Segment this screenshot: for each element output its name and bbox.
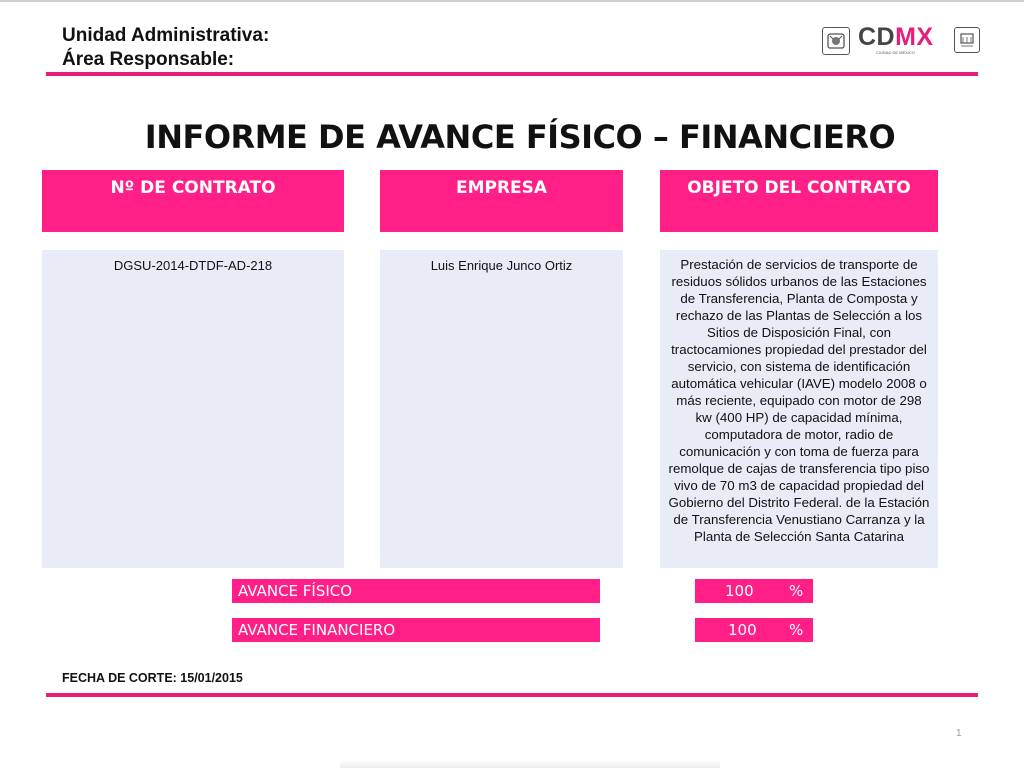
header-logos [822, 25, 980, 55]
empresa-header: EMPRESA [380, 170, 623, 232]
avance-financiero-label: AVANCE FINANCIERO [232, 618, 600, 642]
empresa-cell [380, 250, 623, 568]
avance-fisico-unit: % [789, 582, 804, 600]
page-number: 1 [956, 728, 962, 739]
fecha-de-corte: FECHA DE CORTE: 15/01/2015 [62, 671, 243, 685]
objeto-header: OBJETO DEL CONTRATO [660, 170, 938, 232]
city-seal-icon [822, 27, 850, 55]
avance-financiero-value [695, 618, 813, 642]
avance-fisico-number: 100 [725, 582, 754, 600]
government-emblem-icon [954, 27, 980, 53]
contrato-value: DGSU-2014-DTDF-AD-218 [113, 258, 273, 273]
header-labels [62, 24, 269, 72]
objeto-cell [660, 250, 938, 568]
contrato-cell [42, 250, 344, 568]
objeto-value: Prestación de servicios de transporte de residuos sólidos urbanos de las Estaciones de Transferencia, Planta de Composta y rechazo de las Plantas de Selección a los Sitios de Disposición Final, con tractocamiones propiedad del prestador del servicio, con sistema de identificación automática vehicular (IAVE) modelo 2008 o más reciente, equipado con motor de 298 kw (400 HP) de capacidad mínima, computadora de motor, radio de comunicación y con toma de fuerza para remolque de cajas de transferencia tipo piso vivo de 70 m3 de capacidad propiedad del Gobierno del Distrito Federal. de la Estación de Transferencia Venustiano Carranza y la Planta de Selección Santa Catarina [668, 257, 930, 544]
logo-cd-text: CD [858, 23, 896, 51]
area-responsable-label: Área Responsable: [62, 49, 235, 70]
contrato-header: Nº DE CONTRATO [42, 170, 344, 232]
slide-shadow [340, 760, 720, 768]
avance-financiero-number: 100 [728, 621, 757, 639]
cdmx-logo [858, 24, 942, 56]
avance-fisico-value [695, 579, 813, 603]
avance-fisico-label: AVANCE FÍSICO [232, 579, 600, 603]
logo-subtitle: CIUDAD DE MÉXICO [876, 50, 915, 55]
avance-financiero-unit: % [789, 621, 804, 639]
unidad-administrativa-label: Unidad Administrativa: [62, 25, 270, 46]
footer-divider [46, 693, 978, 697]
page-title: INFORME DE AVANCE FÍSICO – FINANCIERO [144, 118, 896, 156]
empresa-value: Luis Enrique Junco Ortiz [430, 258, 573, 273]
logo-mx-text: MX [895, 23, 934, 51]
header-divider [46, 72, 978, 76]
top-border [0, 0, 1024, 2]
